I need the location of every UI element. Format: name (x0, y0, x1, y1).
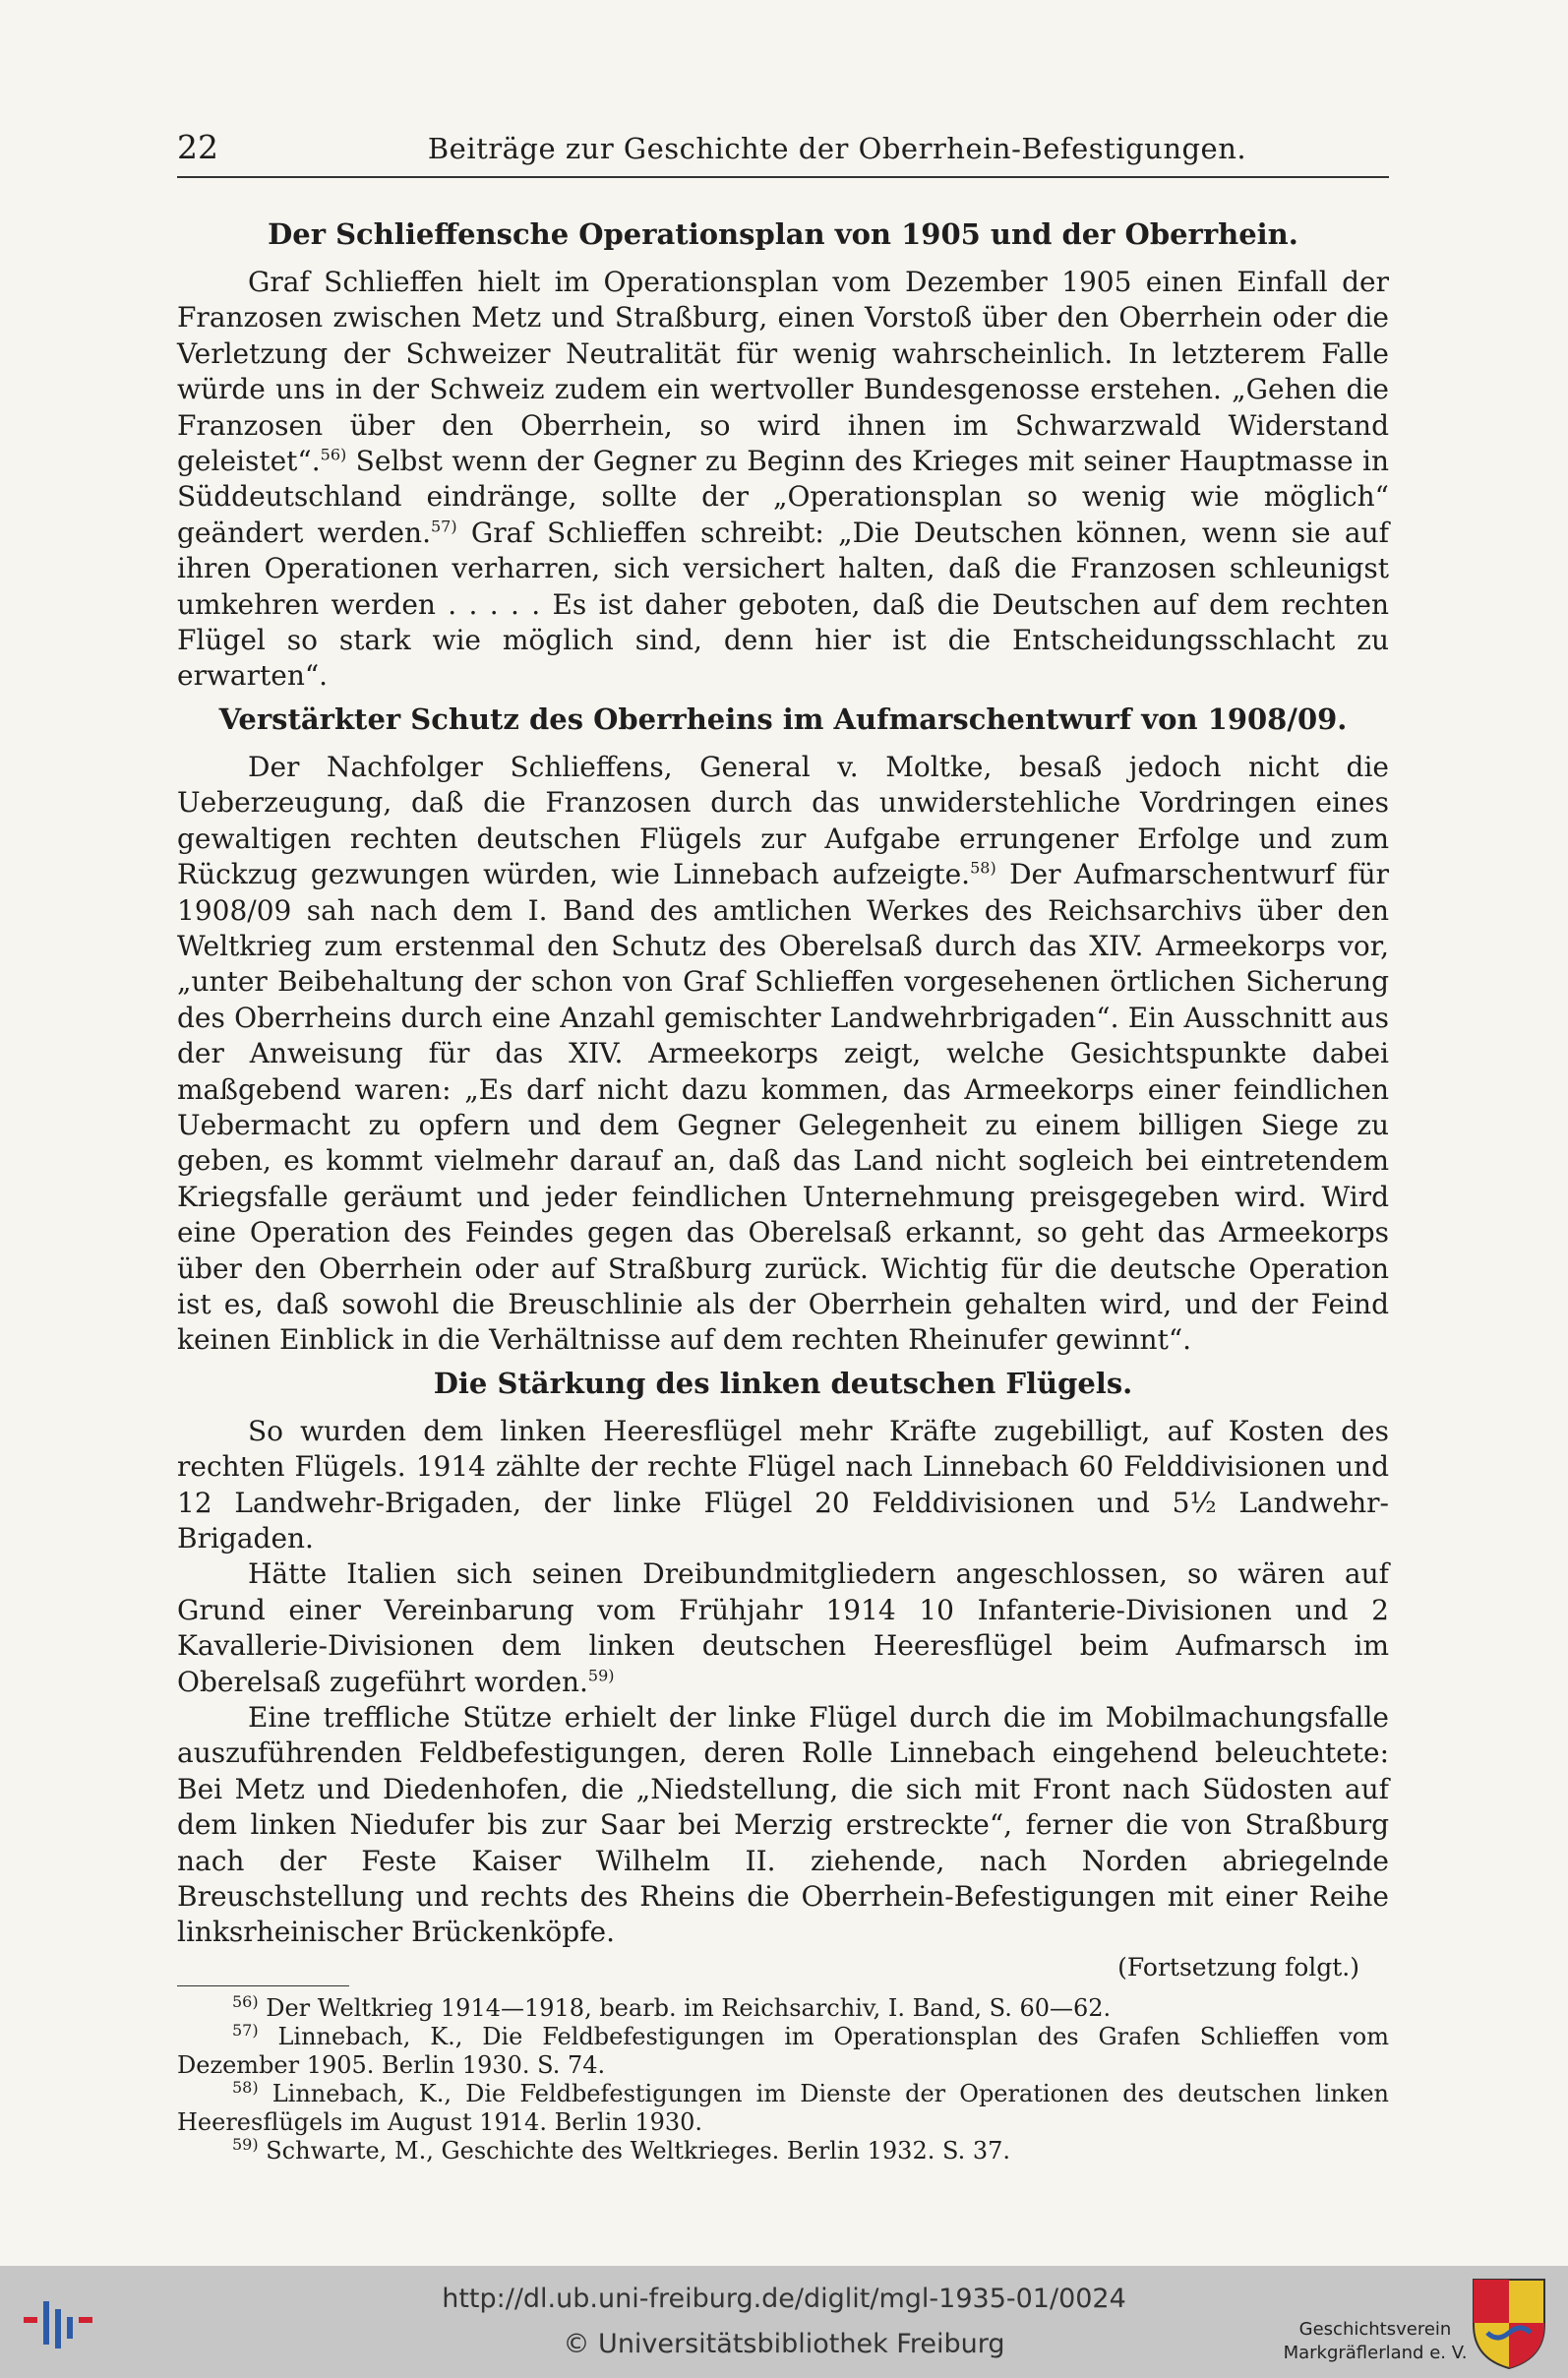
paragraph: Eine treffliche Stütze erhielt der linke Flügel durch die im Mobilmachungsfalle auszuführenden Feldbefestigungen, deren Rolle Linnebach eingehend beleuchtete: Bei Metz und Diedenhofen, die „Niedstellung, die sich mit Front nach Südosten auf dem linken Niedufer bis zur Saar bei Merzig erstreckte“, ferner die von Straßburg nach der Feste Kaiser Wilhelm II. ziehende, nach Norden abriegelnde Breuschstellung und rechts des Rheins die Oberrhein-Befestigungen mit einer Reihe linksrheinischer Brückenköpfe. (177, 1701, 1389, 1949)
footnote-ref[interactable]: 59) (587, 1666, 615, 1685)
footnote-ref[interactable]: 56) (320, 445, 347, 464)
paragraph: Hätte Italien sich seinen Dreibundmitgliedern angeschlossen, so wären auf Grund einer Vereinbarung vom Frühjahr 1914 10 Infanterie-Divisionen und 2 Kavallerie-Divisionen dem linken deutschen Heeresflügel beim Aufmarsch im Oberelsaß zugeführt worden.$^{59)}$ (177, 1557, 1389, 1698)
running-head (177, 128, 1389, 178)
page-number: 22 (177, 128, 218, 166)
continued-note: (Fortsetzung folgt.) (1117, 1952, 1359, 1982)
section-heading: Die Stärkung des linken deutschen Flügels. (433, 1366, 1133, 1400)
footnotes (177, 1991, 1389, 2165)
society-line: Geschichtsverein (1298, 2319, 1452, 2340)
footnote-mark: 56) (232, 1991, 259, 2011)
footnote-ref[interactable]: 58) (970, 858, 996, 878)
markgraeflerland-crest-icon (1468, 2274, 1550, 2372)
footnote: $^{56)}$ Der Weltkrieg 1914—1918, bearb. im Reichsarchiv, I. Band, S. 60—62. (232, 1991, 1112, 2022)
running-title: Beiträge zur Geschichte der Oberrhein-Befestigungen. (427, 132, 1247, 165)
footnote: $^{57)}$ Linnebach, K., Die Feldbefestigungen im Operationsplan des Grafen Schlieffen vom Dezember 1905. Berlin 1930. S. 74. (177, 2020, 1389, 2079)
page (177, 128, 1389, 2165)
footnote-mark: 59) (232, 2134, 259, 2154)
footnote-mark: 57) (232, 2020, 259, 2040)
paragraph: Der Nachfolger Schlieffens, General v. Moltke, besaß jedoch nicht die Ueberzeugung, daß die Franzosen durch das unwiderstehliche Vordringen eines gewaltigen rechten deutschen Flügels zur Aufgabe errungener Erfolge und zum Rückzug gezwungen würden, wie Linnebach aufzeigte.$^{58)}$ Der Aufmarschentwurf für 1908/09 sah nach dem I. Band des amtlichen Werkes des Reichsarchivs über den Weltkrieg zum erstenmal den Schutz des Oberelsaß durch das XIV. Armeekorps vor, „unter Beibehaltung der schon von Graf Schlieffen vorgesehenen örtlichen Sicherung des Oberrheins durch eine Anzahl gemischter Landwehrbrigaden“. Ein Ausschnitt aus der Anweisung für das XIV. Armeekorps zeigt, welche Gesichtspunkte dabei maßgebend waren: „Es darf nicht dazu kommen, das Armeekorps einer feindlichen Uebermacht zu opfern und dem Gegner Gelegenheit zu einem billigen Siege zu geben, es kommt vielmehr darauf an, daß das Land nicht sogleich bei eintretendem Kriegsfalle geräumt und jeder feindlichen Unternehmung preisgegeben wird. Wird eine Operation des Feindes gegen das Oberelsaß erkannt, so geht das Armeekorps über den Oberrhein oder auf Straßburg zurück. Wichtig für die deutsche Operation ist es, daß sowohl die Breuschlinie als der Oberrhein gehalten wird, und der Feind keinen Einblick in die Verhältnisse auf dem rechten Rheinufer gewinnt“. (177, 750, 1389, 1357)
section-linker-fluegel (177, 1367, 1389, 1951)
section-aufmarschentwurf (177, 702, 1389, 1359)
footnote-ref[interactable]: 57) (431, 517, 457, 536)
footnote: $^{59)}$ Schwarte, M., Geschichte des Weltkrieges. Berlin 1932. S. 37. (232, 2134, 1010, 2165)
paragraph: So wurden dem linken Heeresflügel mehr Kräfte zugebilligt, auf Kosten des rechten Flügels. 1914 zählte der rechte Flügel nach Linnebach 60 Felddivisionen und 12 Landwehr-Brigaden, der linke Flügel 20 Felddivisionen und 5½ Landwehr-Brigaden. (177, 1414, 1389, 1555)
footnote-mark: 58) (232, 2077, 259, 2097)
society-name (1262, 2318, 1488, 2365)
viewer-footer (0, 2266, 1568, 2378)
footnote-divider (177, 1985, 349, 1986)
footnote: $^{58)}$ Linnebach, K., Die Feldbefestigungen im Dienste der Operationen des deutschen linken Heeresflügels im August 1914. Berlin 1930. (177, 2077, 1389, 2136)
copyright-notice: © Universitätsbibliothek Freiburg (563, 2329, 1005, 2359)
document-url[interactable]: http://dl.ub.uni-freiburg.de/diglit/mgl-1935-01/0024 (442, 2284, 1126, 2314)
paragraph: Graf Schlieffen hielt im Operationsplan vom Dezember 1905 einen Einfall der Franzosen zwischen Metz und Straßburg, einen Vorstoß über den Oberrhein oder die Verletzung der Schweizer Neutralität für wenig wahrscheinlich. In letzterem Falle würde uns in der Schweiz zudem ein wertvoller Bundesgenosse erstehen. „Gehen die Franzosen über den Oberrhein, so wird ihnen im Schwarzwald Widerstand geleistet“.$^{56)}$ Selbst wenn der Gegner zu Beginn des Krieges mit seiner Hauptmasse in Süddeutschland eindränge, sollte der „Operationsplan so wenig wie möglich“ geändert werden.$^{57)}$ Graf Schlieffen schreibt: „Die Deutschen können, wenn sie auf ihren Operationen verharren, sich versichert halten, daß die Franzosen schleunigst umkehren werden . . . . . Es ist daher geboten, daß die Deutschen auf dem rechten Flügel so stark wie möglich sind, denn hier ist die Entscheidungsschlacht zu erwarten“. (177, 266, 1389, 693)
section-heading: Verstärkter Schutz des Oberrheins im Aufmarschentwurf von 1908/09. (218, 701, 1348, 736)
section-heading: Der Schlieffensche Operationsplan von 1905 und der Oberrhein. (268, 217, 1298, 251)
society-line: Markgräflerland e. V. (1283, 2343, 1468, 2363)
section-schlieffen-plan (177, 217, 1389, 695)
